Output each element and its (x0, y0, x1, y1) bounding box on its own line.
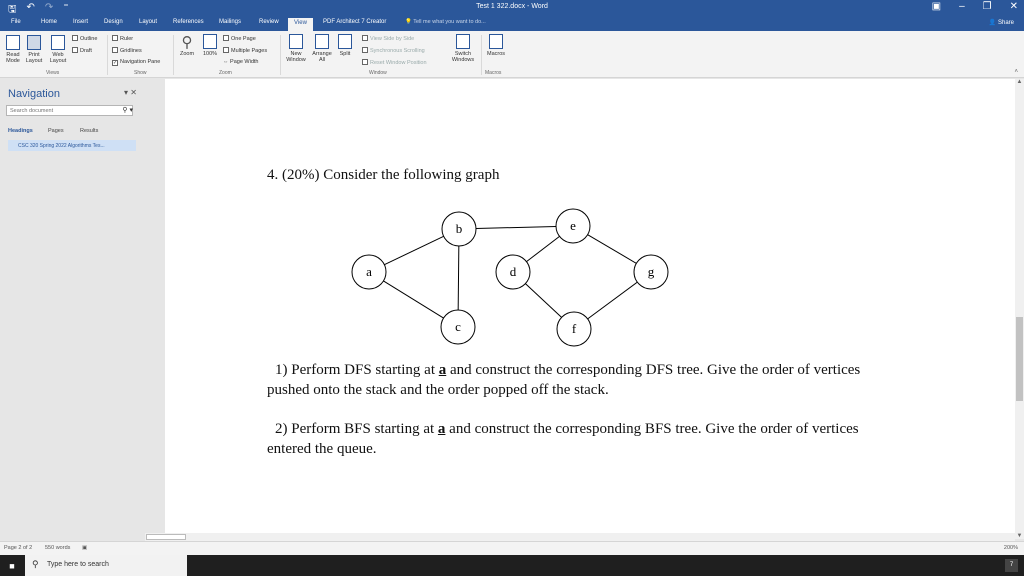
group-divider (481, 35, 482, 75)
outline-button[interactable] (72, 35, 97, 42)
new-window-label: New Window (286, 51, 306, 63)
synchronous-scrolling-button[interactable] (362, 47, 425, 54)
reset-window-position-button[interactable] (362, 59, 427, 66)
multiple-pages-button[interactable] (223, 47, 267, 54)
bfs-text-pre: 2) Perform BFS starting at (275, 421, 438, 437)
view-side-by-side-button[interactable] (362, 35, 414, 42)
print-layout-label: Print Layout (25, 52, 43, 64)
tab-pdf-architect[interactable]: PDF Architect 7 Creator (323, 19, 387, 25)
synchronous-scrolling-label: Synchronous Scrolling (370, 48, 425, 54)
group-divider (280, 35, 281, 75)
share-button[interactable]: 👤 Share (988, 20, 1014, 26)
question-heading: 4. (20%) Consider the following graph (267, 167, 500, 183)
ribbon-display-options-icon[interactable]: ▣ (931, 1, 942, 12)
gridlines-label: Gridlines (120, 48, 142, 54)
taskbar-search-placeholder: Type here to search (47, 561, 109, 568)
gridlines-checkbox[interactable] (112, 47, 142, 54)
word-count-status[interactable]: 550 words (45, 545, 71, 551)
macros-label: Macros (486, 51, 506, 57)
scroll-up-icon[interactable]: ▲ (1016, 79, 1023, 85)
web-layout-label: Web Layout (49, 52, 67, 64)
graph-edge-f-g (588, 282, 638, 319)
tab-home[interactable]: Home (41, 19, 58, 25)
print-layout-button[interactable] (25, 35, 43, 64)
tell-me-label: Tell me what you want to do... (413, 19, 486, 25)
new-window-icon (289, 34, 303, 49)
search-icon[interactable]: ⚲ ▾ (122, 107, 133, 114)
graph-node-label: a (366, 264, 372, 279)
graph-node-e (556, 209, 590, 243)
outline-icon (72, 35, 78, 41)
undo-icon[interactable]: ↶ (26, 2, 35, 13)
bfs-text-post: and construct the corresponding BFS tree. Give the order of vertices (445, 421, 859, 437)
tab-layout[interactable]: Layout (139, 19, 158, 25)
group-divider (107, 35, 108, 75)
navigation-title: Navigation (8, 88, 60, 100)
split-label: Split (339, 51, 351, 57)
views-group-label: Views (46, 70, 60, 76)
checkmark-icon: ✓ (113, 60, 118, 66)
bfs-question-line1 (275, 419, 859, 439)
navigation-heading-item[interactable]: CSC 320 Spring 2022 Algorithms Tes... (8, 140, 136, 151)
tab-file[interactable]: File (11, 19, 21, 25)
checkbox-icon (112, 35, 118, 41)
navigation-pane-label: Navigation Pane (120, 59, 161, 65)
graph-node-f (557, 312, 591, 346)
zoom-button[interactable] (177, 34, 197, 57)
zoom-group-label: Zoom (219, 70, 232, 76)
scroll-down-icon[interactable]: ▼ (1016, 533, 1023, 539)
window-controls (932, 1, 1018, 12)
one-page-label: One Page (231, 36, 256, 42)
arrange-all-button[interactable] (310, 34, 334, 63)
graph-node-label: g (647, 264, 655, 279)
zoom-label: Zoom (179, 51, 195, 57)
tab-review[interactable]: Review (259, 19, 279, 25)
page-width-icon: ⇔ (223, 59, 231, 65)
graph-edge-b-e (476, 226, 556, 228)
macros-group-label: Macros (485, 70, 502, 76)
switch-windows-button[interactable] (448, 34, 478, 63)
tab-design[interactable]: Design (104, 19, 123, 25)
navigation-pane-controls (124, 88, 137, 97)
window-group-label: Window (369, 70, 387, 76)
split-button[interactable] (336, 34, 354, 57)
tell-me-search[interactable]: 💡 Tell me what you want to do... (405, 19, 486, 25)
reset-window-label: Reset Window Position (370, 60, 427, 66)
graph-node-g (634, 255, 668, 289)
draft-icon (72, 47, 78, 53)
switch-windows-icon (456, 34, 470, 49)
restore-button[interactable]: ❐ (982, 1, 992, 12)
graph-node-label: e (570, 218, 576, 233)
reset-window-icon (362, 59, 368, 65)
one-page-icon (223, 35, 229, 41)
tab-view[interactable]: View (288, 18, 313, 31)
zoom-100-icon (203, 34, 217, 49)
web-layout-button[interactable] (48, 35, 68, 64)
show-group-label: Show (134, 70, 147, 76)
new-window-button[interactable] (284, 34, 308, 63)
page-count-status[interactable]: Page 2 of 2 (4, 545, 33, 551)
draft-label: Draft (80, 48, 92, 54)
outline-label: Outline (80, 36, 98, 42)
scrollbar-thumb[interactable] (1016, 317, 1023, 401)
draft-button[interactable] (72, 47, 92, 54)
tab-pages[interactable]: Pages (48, 128, 64, 134)
document-area (145, 79, 1015, 539)
read-mode-label: Read Mode (6, 52, 20, 64)
macros-icon (489, 34, 503, 49)
dfs-start-vertex: a (438, 362, 447, 378)
web-layout-icon (51, 35, 65, 50)
arrange-all-icon (315, 34, 329, 49)
one-page-button[interactable] (223, 35, 256, 42)
graph-edge-b-c (458, 246, 459, 310)
graph-node-b (442, 212, 476, 246)
ribbon (0, 31, 1024, 78)
search-icon: ⚲ (32, 559, 39, 569)
graph-node-c (441, 310, 475, 344)
tab-mailings[interactable]: Mailings (219, 19, 242, 25)
graph-edge-d-e (526, 236, 559, 261)
zoom-level-status[interactable]: 200% (1003, 545, 1018, 551)
ribbon-tabs (0, 17, 1024, 31)
customize-qat-icon[interactable]: ⁼ (63, 2, 69, 13)
save-icon[interactable]: 🖫 (8, 4, 17, 15)
chevron-down-icon[interactable]: ▾ (124, 88, 129, 97)
document-page[interactable] (165, 79, 1015, 539)
close-button[interactable]: ✕ (1009, 1, 1018, 12)
horizontal-scrollbar[interactable] (145, 533, 1015, 541)
collapse-ribbon-icon[interactable]: ˄ (1014, 69, 1018, 75)
graph-node-d (496, 255, 530, 289)
dfs-text-pre: 1) Perform DFS starting at (275, 362, 439, 378)
ruler-label: Ruler (120, 36, 134, 42)
navigation-pane-checkbox[interactable] (112, 59, 160, 66)
bfs-start-vertex: a (437, 421, 446, 437)
zoom-100-button[interactable] (201, 34, 219, 57)
graph-edge-a-c (383, 281, 443, 318)
bfs-question-line2: entered the queue. (267, 441, 377, 457)
status-bar (0, 541, 1024, 555)
notification-icon[interactable]: 7 (1005, 559, 1018, 572)
graph-node-label: c (455, 319, 461, 334)
switch-windows-label: Switch Windows (451, 51, 475, 63)
horizontal-scrollbar-thumb[interactable] (146, 534, 186, 540)
minimize-button[interactable]: – (959, 1, 965, 12)
tab-results[interactable]: Results (80, 128, 99, 134)
tab-references[interactable]: References (173, 19, 204, 25)
group-divider (173, 35, 174, 75)
checkbox-icon (112, 47, 118, 53)
graph-node-label: d (509, 264, 517, 279)
read-mode-icon (6, 35, 20, 50)
start-button[interactable]: ■ (9, 560, 15, 571)
multiple-pages-label: Multiple Pages (231, 48, 268, 54)
taskbar (0, 555, 1024, 576)
window-title: Test 1 322.docx - Word (476, 3, 548, 10)
tab-headings[interactable]: Headings (8, 128, 33, 134)
dfs-question-line2: pushed onto the stack and the order popped off the stack. (267, 382, 609, 398)
arrange-all-label: Arrange All (312, 51, 332, 63)
dfs-question-line1 (275, 360, 860, 380)
taskbar-search-box[interactable] (25, 555, 187, 576)
graph-nodes (352, 209, 668, 346)
page-width-label: Page Width (230, 59, 259, 65)
print-layout-icon (27, 35, 41, 50)
graph-edge-d-f (525, 284, 561, 318)
view-side-by-side-label: View Side by Side (370, 36, 415, 42)
ruler-checkbox[interactable] (112, 35, 133, 42)
title-bar (0, 0, 1024, 17)
redo-icon[interactable]: ↷ (44, 2, 54, 13)
search-document-input[interactable] (6, 105, 133, 116)
page-width-button[interactable] (223, 59, 258, 65)
close-icon[interactable]: ✕ (130, 88, 137, 97)
magnifier-icon: ⚲ (181, 34, 193, 51)
macros-button[interactable] (485, 34, 507, 57)
proofing-icon[interactable]: ▣ (82, 545, 88, 551)
side-by-side-icon (362, 35, 368, 41)
graph-node-label: f (571, 321, 577, 336)
multiple-pages-icon (223, 47, 229, 53)
share-label: Share (997, 20, 1014, 26)
read-mode-button[interactable] (4, 35, 22, 64)
graph-edge-a-b (384, 236, 443, 264)
graph-node-a (352, 255, 386, 289)
sync-scroll-icon (362, 47, 368, 53)
zoom-100-label: 100% (202, 51, 218, 57)
tab-insert[interactable]: Insert (73, 19, 89, 25)
dfs-text-post: and construct the corresponding DFS tree. Give the order of vertices (446, 362, 861, 378)
vertical-scrollbar[interactable] (1015, 79, 1024, 539)
navigation-pane (0, 79, 145, 539)
graph-figure (165, 79, 1015, 359)
graph-edge-e-g (588, 235, 637, 264)
graph-node-label: b (455, 221, 463, 236)
split-icon (338, 34, 352, 49)
